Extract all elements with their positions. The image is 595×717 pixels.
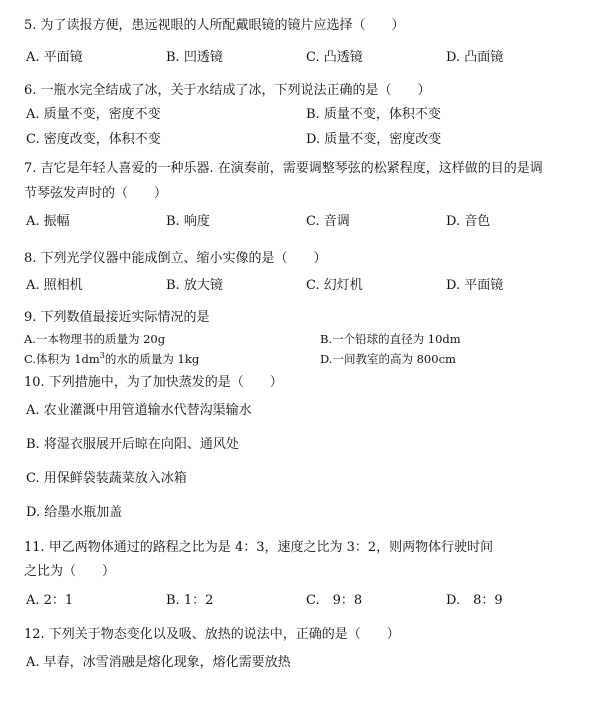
question-9-option-b: B.一个铅球的直径为 10dm	[320, 332, 461, 346]
question-11-option-a: A. 2：1	[26, 593, 74, 608]
question-7-option-d: D. 音色	[446, 214, 491, 229]
question-6-stem: 6. 一瓶水完全结成了冰，关于水结成了冰，下列说法正确的是（ ）	[24, 83, 431, 98]
question-5-option-b: B. 凹透镜	[166, 50, 223, 65]
question-7-option-c: C. 音调	[306, 214, 350, 229]
question-7-stem-line1: 7. 吉它是年轻人喜爱的一种乐器. 在演奏前，需要调整琴弦的松紧程度，这样做的目的是调	[24, 161, 543, 176]
question-9-option-d: D.一间教室的高为 800cm	[320, 352, 456, 366]
question-8-option-b: B. 放大镜	[166, 278, 223, 293]
question-11-stem-line1: 11. 甲乙两物体通过的路程之比为是 4：3，速度之比为 3：2，则两物体行驶时间	[24, 540, 494, 555]
question-10-option-d: D. 给墨水瓶加盖	[26, 505, 123, 520]
question-6-option-d: D. 质量不变，密度改变	[306, 132, 442, 147]
question-10-option-b: B. 将湿衣服展开后晾在向阳、通风处	[26, 437, 239, 452]
question-9-option-c-post: 的水的质量为 1kg	[104, 352, 200, 366]
question-9-option-c	[24, 351, 199, 367]
question-6-option-b: B. 质量不变，体积不变	[306, 107, 441, 122]
question-7-option-a: A. 振幅	[26, 214, 70, 229]
question-11-option-d: D. 8：9	[446, 593, 503, 608]
question-6-option-a: A. 质量不变，密度不变	[26, 107, 161, 122]
question-10-stem: 10. 下列措施中，为了加快蒸发的是（ ）	[24, 375, 283, 390]
question-9-stem: 9. 下列数值最接近实际情况的是	[24, 310, 210, 325]
question-8-option-d: D. 平面镜	[446, 278, 504, 293]
question-7-stem-line2: 节琴弦发声时的（ ）	[24, 186, 168, 201]
question-9-option-c-pre: C.体积为 1dm	[24, 352, 100, 366]
question-10-option-c: C. 用保鲜袋装蔬菜放入冰箱	[26, 471, 187, 486]
question-12-stem: 12. 下列关于物态变化以及吸、放热的说法中，正确的是（ ）	[24, 627, 400, 642]
question-8-option-a: A. 照相机	[26, 278, 83, 293]
question-5-stem: 5. 为了读报方便，患远视眼的人所配戴眼镜的镜片应选择（ ）	[24, 18, 405, 33]
question-11-stem-line2: 之比为（ ）	[24, 564, 116, 579]
question-8-option-c: C. 幻灯机	[306, 278, 363, 293]
question-9-option-c-superscript: 3	[99, 351, 105, 361]
question-12-option-a: A. 早春，冰雪消融是熔化现象，熔化需要放热	[26, 655, 291, 670]
question-6-option-c: C. 密度改变，体积不变	[26, 132, 161, 147]
question-5-option-d: D. 凸面镜	[446, 50, 504, 65]
question-11-option-c: C. 9：8	[306, 593, 363, 608]
question-9-option-a: A.一本物理书的质量为 20g	[24, 332, 166, 346]
question-7-option-b: B. 响度	[166, 214, 210, 229]
question-11-option-b: B. 1：2	[166, 593, 214, 608]
question-5-option-c: C. 凸透镜	[306, 50, 363, 65]
question-5-option-a: A. 平面镜	[26, 50, 83, 65]
question-10-option-a: A. 农业灌溉中用管道输水代替沟渠输水	[26, 403, 252, 418]
question-8-stem: 8. 下列光学仪器中能成倒立、缩小实像的是（ ）	[24, 251, 327, 266]
